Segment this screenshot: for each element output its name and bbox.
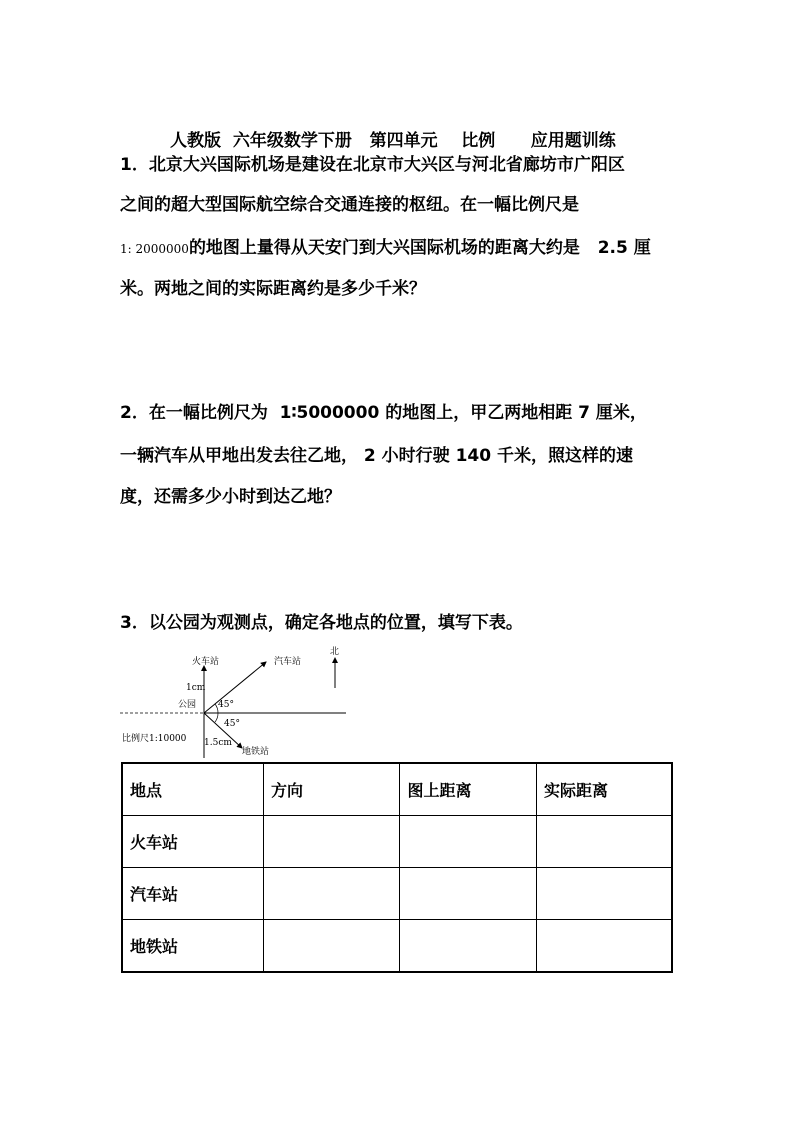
- direction-diagram: [118, 640, 358, 760]
- worksheet-title: [0, 106, 794, 151]
- header-direction: 方向: [263, 763, 400, 816]
- header-map-distance: 图上距离: [400, 763, 537, 816]
- label-train-station: 火车站: [192, 657, 220, 667]
- table-row: [122, 816, 672, 868]
- q1-scale: 1: 2000000: [120, 242, 189, 256]
- q1-line-1: 1．北京大兴国际机场是建设在北京市大兴区与河北省廊坊市广阳区: [120, 155, 625, 175]
- q1-line-4: 米。两地之间的实际距离约是多少千米？: [120, 279, 426, 299]
- title-text: 人教版 六年级数学下册 第四单元 比例 应用题训练: [170, 131, 616, 151]
- row-label: 地铁站: [122, 920, 263, 973]
- label-scale: 比例尺1:10000: [122, 734, 187, 744]
- label-north: 北: [330, 647, 340, 657]
- q2-line-3: 度，还需多少小时到达乙地？: [120, 487, 341, 507]
- label-1cm: 1cm: [186, 683, 206, 693]
- header-location: 地点: [122, 763, 263, 816]
- label-1-5cm: 1.5cm: [204, 738, 232, 748]
- lower-angle-arc: [215, 713, 218, 722]
- bus-direction-line: [204, 662, 266, 713]
- label-park: 公园: [178, 700, 197, 710]
- q1-line-3: [120, 233, 651, 258]
- answer-cell[interactable]: [536, 868, 672, 920]
- answer-cell[interactable]: [263, 868, 400, 920]
- answer-cell[interactable]: [536, 920, 672, 973]
- table-header-row: [122, 763, 672, 816]
- answer-cell[interactable]: [400, 816, 537, 868]
- answer-cell[interactable]: [400, 920, 537, 973]
- q1-line-2: 之间的超大型国际航空综合交通连接的枢纽。在一幅比例尺是: [120, 195, 579, 215]
- table-row: [122, 868, 672, 920]
- label-angle-upper: 45°: [218, 700, 234, 710]
- label-bus-station: 汽车站: [274, 657, 302, 667]
- row-label: 火车站: [122, 816, 263, 868]
- answer-cell[interactable]: [536, 816, 672, 868]
- q2-line-1: 2．在一幅比例尺为 1∶5000000 的地图上，甲乙两地相距 7 厘米，: [120, 403, 647, 423]
- row-label: 汽车站: [122, 868, 263, 920]
- label-angle-lower: 45°: [224, 719, 240, 729]
- q2-line-2: 一辆汽车从甲地出发去往乙地， 2 小时行驶 140 千米，照这样的速: [120, 446, 633, 466]
- answer-cell[interactable]: [263, 816, 400, 868]
- q3-line-1: 3．以公园为观测点，确定各地点的位置，填写下表。: [120, 613, 523, 633]
- label-subway-station: 地铁站: [242, 747, 270, 757]
- table-row: [122, 920, 672, 973]
- answer-cell[interactable]: [400, 868, 537, 920]
- answer-table: [121, 762, 673, 973]
- answer-cell[interactable]: [263, 920, 400, 973]
- q1-line-3-text: 的地图上量得从天安门到大兴国际机场的距离大约是 2.5 厘: [188, 238, 651, 258]
- header-actual-distance: 实际距离: [536, 763, 672, 816]
